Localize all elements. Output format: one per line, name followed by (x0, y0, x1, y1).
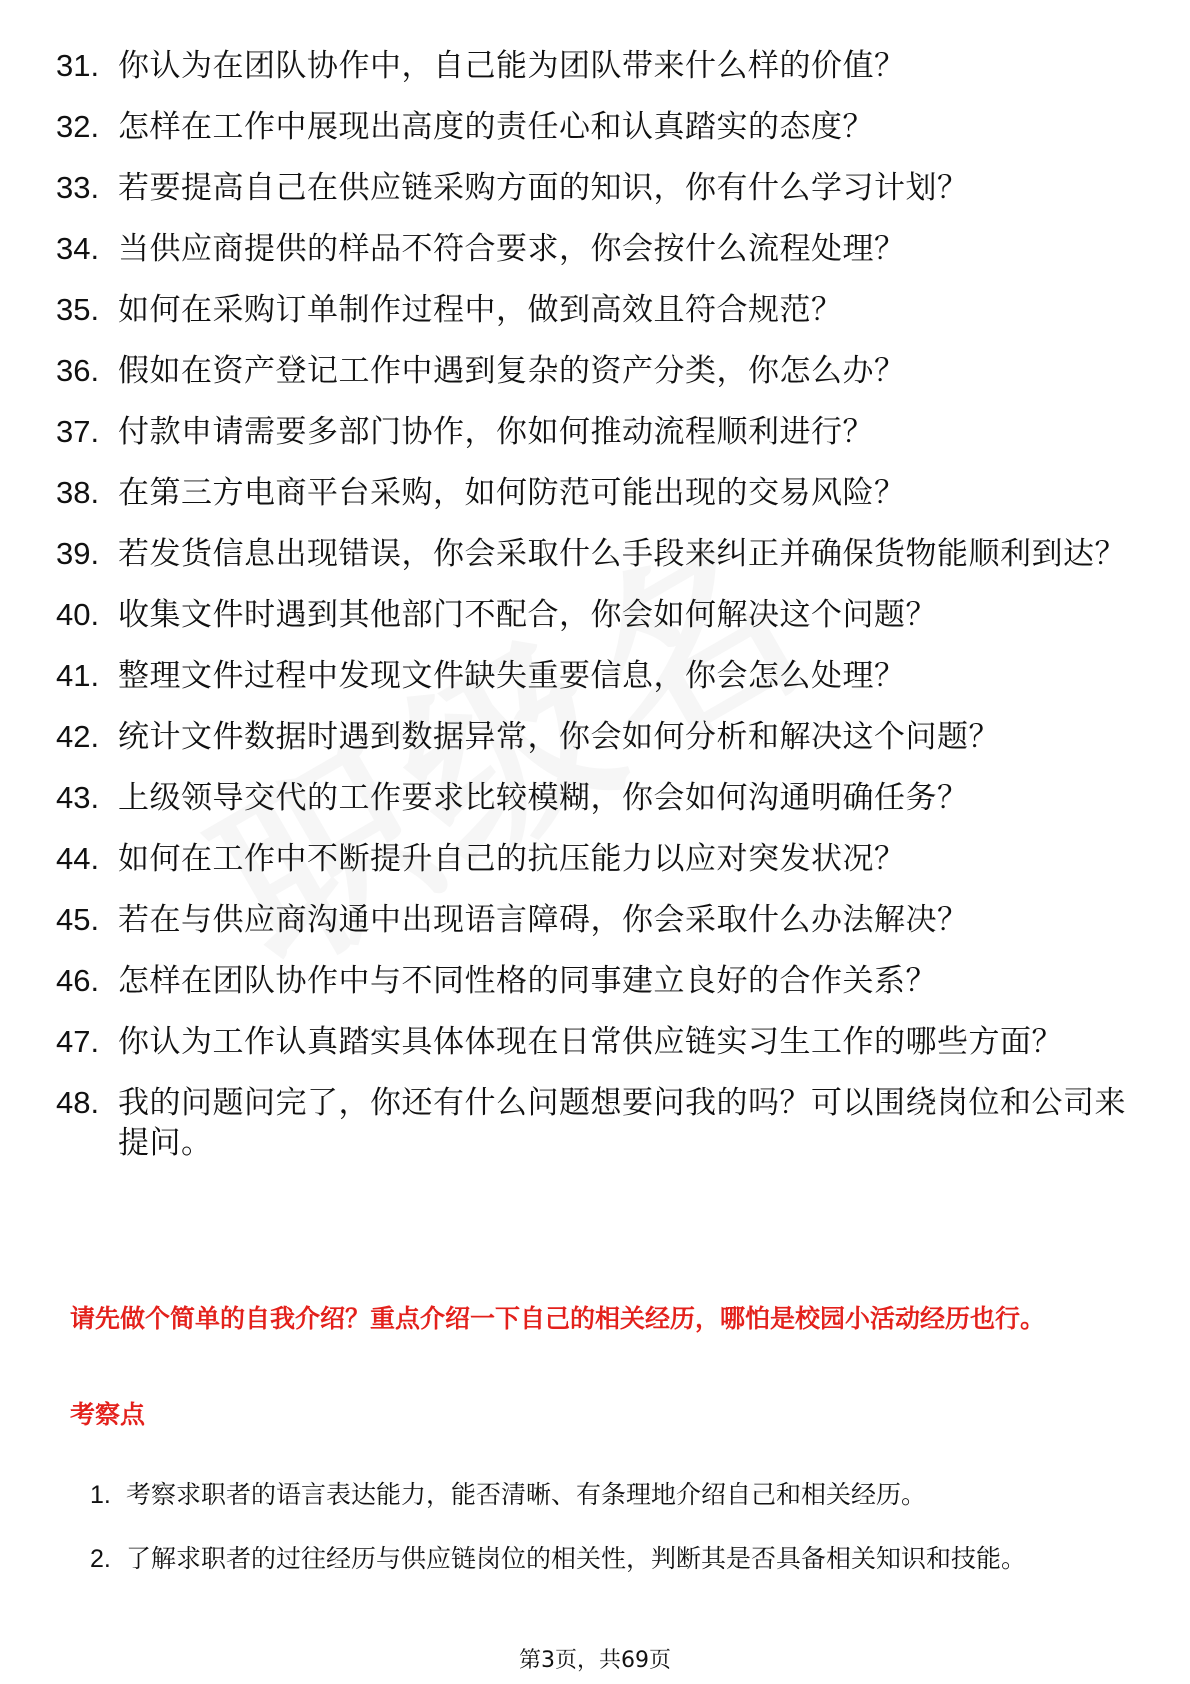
question-text: 你认为在团队协作中，自己能为团队带来什么样的价值？ (118, 48, 906, 84)
question-number: 42. (56, 719, 100, 754)
question-number: 31. (56, 48, 100, 83)
question-item (56, 595, 1126, 635)
question-item (56, 1083, 1126, 1163)
question-text: 在第三方电商平台采购，如何防范可能出现的交易风险？ (118, 475, 906, 511)
question-number: 34. (56, 231, 100, 266)
question-number: 39. (56, 536, 100, 571)
point-number: 1. (90, 1481, 111, 1509)
question-number: 33. (56, 170, 100, 205)
question-item (56, 168, 1126, 208)
question-item (56, 534, 1126, 574)
question-text: 若要提高自己在供应链采购方面的知识，你有什么学习计划？ (118, 170, 969, 206)
question-item (56, 351, 1126, 391)
question-item (56, 839, 1126, 879)
question-number: 48. (56, 1085, 100, 1120)
question-text: 整理文件过程中发现文件缺失重要信息，你会怎么处理？ (118, 658, 906, 694)
question-item (56, 290, 1126, 330)
question-number: 41. (56, 658, 100, 693)
question-number: 43. (56, 780, 100, 815)
question-item (56, 656, 1126, 696)
question-text: 若在与供应商沟通中出现语言障碍，你会采取什么办法解决？ (118, 902, 969, 938)
question-number: 47. (56, 1024, 100, 1059)
assessment-points (90, 1467, 1130, 1595)
question-text: 当供应商提供的样品不符合要求，你会按什么流程处理？ (118, 231, 906, 267)
point-item (90, 1467, 1130, 1523)
question-text: 我的问题问完了，你还有什么问题想要问我的吗？可以围绕岗位和公司来提问。 (118, 1085, 1126, 1161)
question-text: 如何在工作中不断提升自己的抗压能力以应对突发状况？ (118, 841, 906, 877)
question-number: 32. (56, 109, 100, 144)
question-text: 怎样在团队协作中与不同性格的同事建立良好的合作关系？ (118, 963, 937, 999)
section-title: 考察点 (70, 1400, 146, 1429)
question-item (56, 1022, 1126, 1062)
question-item (56, 46, 1126, 86)
question-item (56, 107, 1126, 147)
question-number: 45. (56, 902, 100, 937)
point-item (90, 1531, 1130, 1587)
question-text: 假如在资产登记工作中遇到复杂的资产分类，你怎么办？ (118, 353, 906, 389)
question-item (56, 473, 1126, 513)
question-number: 37. (56, 414, 100, 449)
question-number: 40. (56, 597, 100, 632)
question-item (56, 717, 1126, 757)
question-number: 36. (56, 353, 100, 388)
question-text: 上级领导交代的工作要求比较模糊，你会如何沟通明确任务？ (118, 780, 969, 816)
point-number: 2. (90, 1545, 111, 1573)
question-text: 统计文件数据时遇到数据异常，你会如何分析和解决这个问题？ (118, 719, 1000, 755)
question-item (56, 900, 1126, 940)
question-text: 若发货信息出现错误，你会采取什么手段来纠正并确保货物能顺利到达？ (118, 536, 1126, 572)
intro-question: 请先做个简单的自我介绍？重点介绍一下自己的相关经历，哪怕是校园小活动经历也行。 (70, 1304, 1046, 1333)
point-text: 考察求职者的语言表达能力，能否清晰、有条理地介绍自己和相关经历。 (126, 1480, 927, 1509)
question-item (56, 778, 1126, 818)
question-text: 收集文件时遇到其他部门不配合，你会如何解决这个问题？ (118, 597, 937, 633)
question-list (56, 46, 1126, 1184)
question-item (56, 229, 1126, 269)
question-number: 44. (56, 841, 100, 876)
question-item (56, 961, 1126, 1001)
question-text: 怎样在工作中展现出高度的责任心和认真踏实的态度？ (118, 109, 874, 145)
question-item (56, 412, 1126, 452)
question-text: 付款申请需要多部门协作，你如何推动流程顺利进行？ (118, 414, 874, 450)
point-text: 了解求职者的过往经历与供应链岗位的相关性，判断其是否具备相关知识和技能。 (126, 1544, 1027, 1573)
question-number: 38. (56, 475, 100, 510)
question-number: 35. (56, 292, 100, 327)
question-text: 你认为工作认真踏实具体体现在日常供应链实习生工作的哪些方面？ (118, 1024, 1063, 1060)
question-text: 如何在采购订单制作过程中，做到高效且符合规范？ (118, 292, 843, 328)
question-number: 46. (56, 963, 100, 998)
page-footer: 第3页，共69页 (519, 1648, 671, 1673)
